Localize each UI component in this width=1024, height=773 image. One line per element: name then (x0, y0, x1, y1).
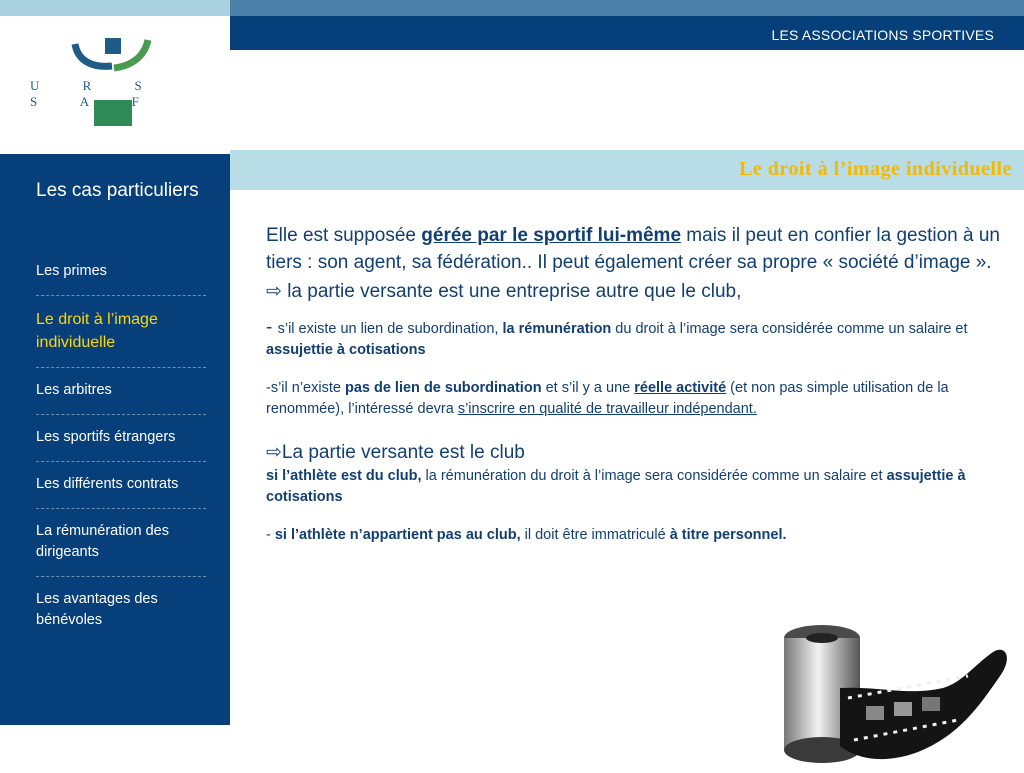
case-club-text: La partie versante est le club (281, 442, 525, 463)
sidebar-item-droit-image[interactable]: Le droit à l’image individuelle (36, 307, 206, 368)
non-member-paragraph (266, 525, 1006, 546)
non-member-dash: - (266, 527, 275, 543)
sidebar-nav (36, 260, 206, 655)
header-band (230, 16, 1024, 50)
header-title: LES ASSOCIATIONS SPORTIVES (771, 27, 994, 43)
main-content (266, 222, 1006, 546)
no-sub-text-2: et s’il y a une (541, 380, 635, 396)
sidebar-item-contrats[interactable]: Les différents contrats (36, 473, 206, 509)
non-member-text: il doit être immatriculé (520, 527, 670, 543)
logo-wordmark: U R S S A F (30, 78, 162, 109)
subordination-text-2: du droit à l’image sera considérée comme un salaire et (611, 321, 968, 337)
arrow-icon: ⇨ (266, 281, 282, 302)
no-sub-underlined: s’inscrire en qualité de travailleur indépendant. (457, 401, 757, 417)
sidebar-item-avantages-benevoles[interactable]: Les avantages des bénévoles (36, 591, 158, 628)
subordination-bold-2: assujettie à cotisations (266, 342, 426, 358)
subordination-text-1: s’il existe un lien de subordination, (277, 321, 503, 337)
club-member-text: la rémunération du droit à l’image sera considérée comme un salaire et (421, 468, 887, 484)
subordination-paragraph (266, 317, 1006, 361)
dash-marker: - (266, 317, 278, 338)
club-member-paragraph (266, 466, 1006, 508)
no-sub-bold-1: pas de lien de subordination (344, 380, 542, 396)
sidebar-item-remuneration-dirigeants[interactable]: La rémunération des dirigeants (36, 520, 206, 577)
intro-paragraph (266, 222, 1001, 276)
no-sub-bold-2: réelle activité (634, 380, 727, 396)
page-title: Le droit à l’image individuelle (739, 158, 1012, 180)
no-sub-text-3: (et non pas simple utilisation de la renommée), l’intéressé devra (266, 380, 949, 417)
non-member-bold: si l’athlète n’appartient pas au club, (274, 527, 521, 543)
case-company-text: la partie versante est une entreprise autre que le club, (281, 281, 742, 302)
subordination-bold-1: la rémunération (502, 321, 612, 337)
top-left-bar (0, 0, 230, 16)
section-banner (230, 150, 1024, 190)
sidebar-item-sportifs-etrangers[interactable]: Les sportifs étrangers (36, 426, 206, 462)
sidebar-item-primes[interactable]: Les primes (36, 260, 206, 296)
case-club-line (266, 439, 1006, 466)
intro-text-2: mais il peut en confier la gestion à un tiers : son agent, sa fédération.. Il peut également créer sa propre « société d’image ». (266, 225, 1000, 273)
intro-text-1: Elle est supposée (266, 225, 422, 246)
case-company-line (266, 278, 1006, 305)
club-member-bold: si l’athlète est du club, (266, 468, 422, 484)
top-right-bar (230, 0, 1024, 16)
sidebar-heading: Les cas particuliers (36, 180, 199, 201)
non-member-bold-2: à titre personnel. (669, 527, 787, 543)
sidebar (0, 154, 230, 725)
no-sub-text-1: -s’il n’existe (266, 380, 345, 396)
no-subordination-paragraph (266, 378, 1006, 420)
sidebar-item-arbitres[interactable]: Les arbitres (36, 379, 206, 415)
film-reel-icon (768, 618, 1024, 768)
intro-emphasis: gérée par le sportif lui-même (421, 225, 682, 246)
urssaf-logo (30, 38, 200, 133)
club-member-bold-2: assujettie à cotisations (266, 468, 966, 505)
arrow-icon: ⇨ (266, 442, 282, 463)
